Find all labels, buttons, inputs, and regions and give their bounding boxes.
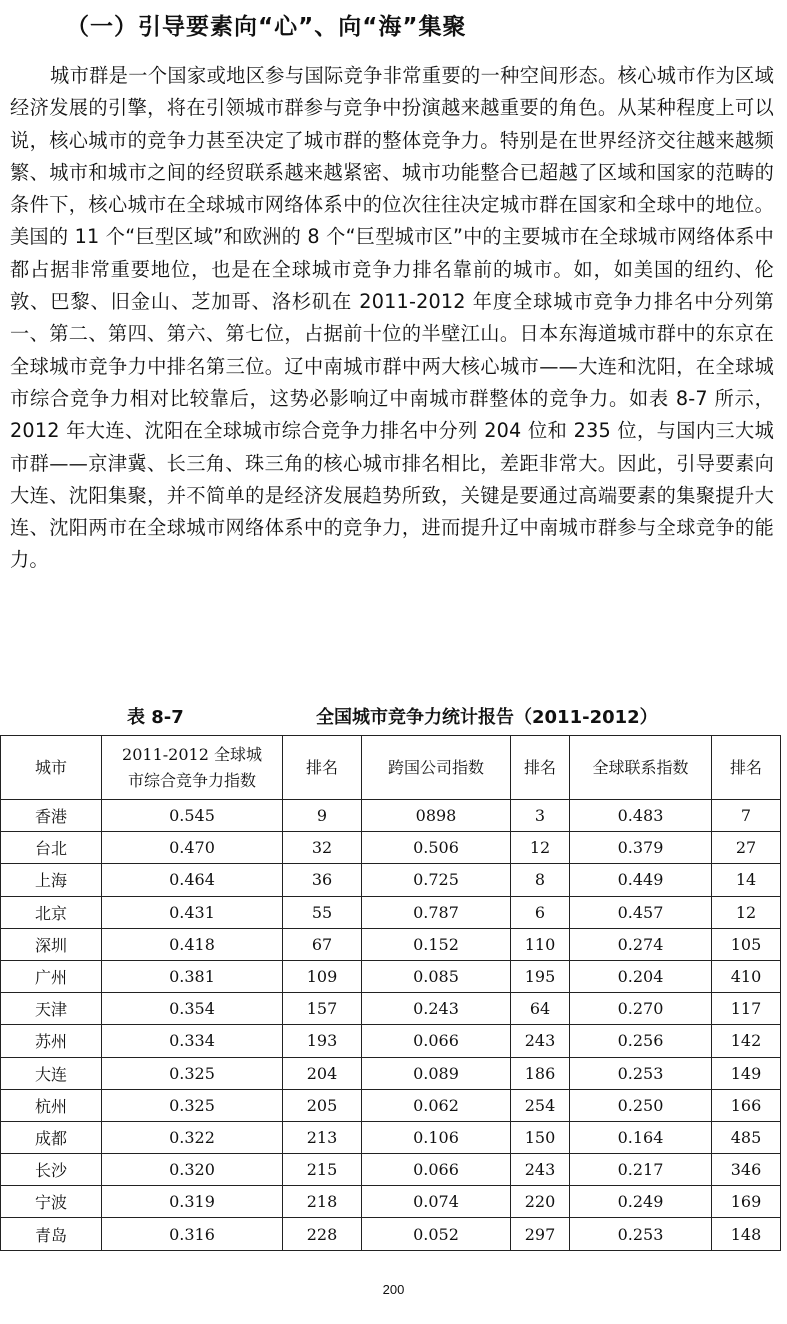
table-caption [0,703,787,733]
table-row [1,1089,781,1121]
table-row [1,832,781,864]
cell-rank-2: 150 [511,1121,570,1153]
cell-composite-index: 0.381 [102,960,283,992]
table-row [1,800,781,832]
cell-composite-index: 0.320 [102,1154,283,1186]
cell-city: 成都 [1,1121,102,1153]
cell-rank-3: 148 [712,1218,781,1250]
header-rank-2: 排名 [511,736,570,800]
cell-city: 杭州 [1,1089,102,1121]
cell-multinational-index: 0.506 [362,832,511,864]
header-connectivity-index: 全球联系指数 [570,736,712,800]
cell-rank-3: 169 [712,1186,781,1218]
cell-rank-2: 12 [511,832,570,864]
cell-rank-3: 149 [712,1057,781,1089]
cell-composite-index: 0.325 [102,1057,283,1089]
table-title: 全国城市竞争力统计报告（2011-2012） [316,707,658,728]
cell-city: 宁波 [1,1186,102,1218]
header-composite-index [102,736,283,800]
cell-rank-3: 410 [712,960,781,992]
cell-city: 北京 [1,896,102,928]
cell-rank-1: 109 [283,960,362,992]
cell-connectivity-index: 0.270 [570,993,712,1025]
cell-rank-1: 36 [283,864,362,896]
cell-connectivity-index: 0.204 [570,960,712,992]
cell-rank-3: 346 [712,1154,781,1186]
header-composite-line2: 市综合竞争力指数 [127,770,256,790]
cell-multinational-index: 0.074 [362,1186,511,1218]
cell-multinational-index: 0.725 [362,864,511,896]
header-rank-3: 排名 [712,736,781,800]
cell-rank-1: 157 [283,993,362,1025]
cell-rank-2: 110 [511,928,570,960]
cell-connectivity-index: 0.274 [570,928,712,960]
cell-rank-1: 215 [283,1154,362,1186]
cell-rank-2: 186 [511,1057,570,1089]
cell-rank-2: 220 [511,1186,570,1218]
cell-connectivity-index: 0.457 [570,896,712,928]
cell-connectivity-index: 0.253 [570,1057,712,1089]
cell-rank-2: 8 [511,864,570,896]
cell-composite-index: 0.545 [102,800,283,832]
cell-connectivity-index: 0.483 [570,800,712,832]
cell-rank-3: 166 [712,1089,781,1121]
cell-city: 大连 [1,1057,102,1089]
cell-city: 长沙 [1,1154,102,1186]
cell-connectivity-index: 0.379 [570,832,712,864]
table-row [1,1121,781,1153]
cell-rank-2: 297 [511,1218,570,1250]
cell-rank-3: 485 [712,1121,781,1153]
cell-rank-2: 64 [511,993,570,1025]
cell-composite-index: 0.431 [102,896,283,928]
cell-rank-2: 195 [511,960,570,992]
cell-city: 苏州 [1,1025,102,1057]
cell-multinational-index: 0.787 [362,896,511,928]
cell-rank-1: 204 [283,1057,362,1089]
table-row [1,1186,781,1218]
table-row [1,1057,781,1089]
cell-multinational-index: 0898 [362,800,511,832]
header-city: 城市 [1,736,102,800]
cell-rank-2: 243 [511,1025,570,1057]
competitiveness-table [0,735,781,1251]
cell-rank-1: 9 [283,800,362,832]
cell-composite-index: 0.325 [102,1089,283,1121]
cell-connectivity-index: 0.249 [570,1186,712,1218]
cell-city: 天津 [1,993,102,1025]
page-number: 200 [382,1282,405,1297]
cell-rank-2: 243 [511,1154,570,1186]
cell-composite-index: 0.464 [102,864,283,896]
cell-rank-3: 105 [712,928,781,960]
section-heading: （一）引导要素向“心”、向“海”集聚 [66,14,467,40]
cell-rank-3: 27 [712,832,781,864]
cell-multinational-index: 0.152 [362,928,511,960]
cell-multinational-index: 0.085 [362,960,511,992]
cell-composite-index: 0.322 [102,1121,283,1153]
cell-rank-1: 67 [283,928,362,960]
cell-rank-3: 7 [712,800,781,832]
cell-rank-1: 193 [283,1025,362,1057]
cell-rank-1: 205 [283,1089,362,1121]
table-row [1,896,781,928]
cell-connectivity-index: 0.217 [570,1154,712,1186]
cell-city: 香港 [1,800,102,832]
cell-rank-2: 6 [511,896,570,928]
cell-connectivity-index: 0.256 [570,1025,712,1057]
cell-connectivity-index: 0.253 [570,1218,712,1250]
cell-city: 深圳 [1,928,102,960]
table-row [1,1025,781,1057]
cell-multinational-index: 0.066 [362,1025,511,1057]
cell-connectivity-index: 0.164 [570,1121,712,1153]
table-row [1,928,781,960]
cell-city: 青岛 [1,1218,102,1250]
cell-rank-1: 32 [283,832,362,864]
header-composite-line1: 2011-2012 全球城 [122,744,262,764]
header-rank-1: 排名 [283,736,362,800]
cell-composite-index: 0.470 [102,832,283,864]
cell-city: 台北 [1,832,102,864]
cell-multinational-index: 0.089 [362,1057,511,1089]
table-row [1,993,781,1025]
cell-composite-index: 0.334 [102,1025,283,1057]
cell-multinational-index: 0.106 [362,1121,511,1153]
cell-multinational-index: 0.066 [362,1154,511,1186]
cell-rank-1: 213 [283,1121,362,1153]
table-row [1,960,781,992]
table-row [1,1218,781,1250]
cell-city: 上海 [1,864,102,896]
cell-rank-3: 12 [712,896,781,928]
body-paragraph: 城市群是一个国家或地区参与国际竞争非常重要的一种空间形态。核心城市作为区域经济发展的引擎，将在引领城市群参与竞争中扮演越来越重要的角色。从某种程度上可以说，核心城市的竞争力甚至决定了城市群的整体竞争力。特别是在世界经济交往越来越频繁、城市和城市之间的经贸联系越来越紧密、城市功能整合已超越了区域和国家的范畴的条件下，核心城市在全球城市网络体系中的位次往往决定城市群在国家和全球中的地位。美国的 11 个“巨型区域”和欧洲的 8 个“巨型城市区”中的主要城市在全球城市网络体系中都占据非常重要地位，也是在全球城市竞争力排名靠前的城市。如，如美国的纽约、伦敦、巴黎、旧金山、芝加哥、洛杉矶在 2011-2012 年度全球城市竞争力排名中分列第一、第二、第四、第六、第七位，占据前十位的半壁江山。日本东海道城市群中的东京在全球城市竞争力中排名第三位。辽中南城市群中两大核心城市——大连和沈阳，在全球城市综合竞争力相对比较靠后，这势必影响辽中南城市群整体的竞争力。如表 8-7 所示，2012 年大连、沈阳在全球城市综合竞争力排名中分列 204 位和 235 位，与国内三大城市群——京津冀、长三角、珠三角的核心城市排名相比，差距非常大。因此，引导要素向大连、沈阳集聚，并不简单的是经济发展趋势所致，关键是要通过高端要素的集聚提升大连、沈阳两市在全球城市网络体系中的竞争力，进而提升辽中南城市群参与全球竞争的能力。 [10,64,774,572]
cell-composite-index: 0.354 [102,993,283,1025]
cell-rank-3: 117 [712,993,781,1025]
table-header-row [1,736,781,800]
cell-rank-2: 3 [511,800,570,832]
table-number: 表 8-7 [127,707,184,728]
cell-rank-3: 14 [712,864,781,896]
cell-multinational-index: 0.052 [362,1218,511,1250]
cell-composite-index: 0.418 [102,928,283,960]
cell-composite-index: 0.319 [102,1186,283,1218]
cell-city: 广州 [1,960,102,992]
table-row [1,1154,781,1186]
cell-multinational-index: 0.243 [362,993,511,1025]
cell-rank-1: 228 [283,1218,362,1250]
cell-rank-1: 55 [283,896,362,928]
cell-connectivity-index: 0.250 [570,1089,712,1121]
cell-multinational-index: 0.062 [362,1089,511,1121]
cell-composite-index: 0.316 [102,1218,283,1250]
header-multinational-index: 跨国公司指数 [362,736,511,800]
table-row [1,864,781,896]
table-body [1,800,781,1251]
cell-connectivity-index: 0.449 [570,864,712,896]
cell-rank-1: 218 [283,1186,362,1218]
cell-rank-2: 254 [511,1089,570,1121]
cell-rank-3: 142 [712,1025,781,1057]
